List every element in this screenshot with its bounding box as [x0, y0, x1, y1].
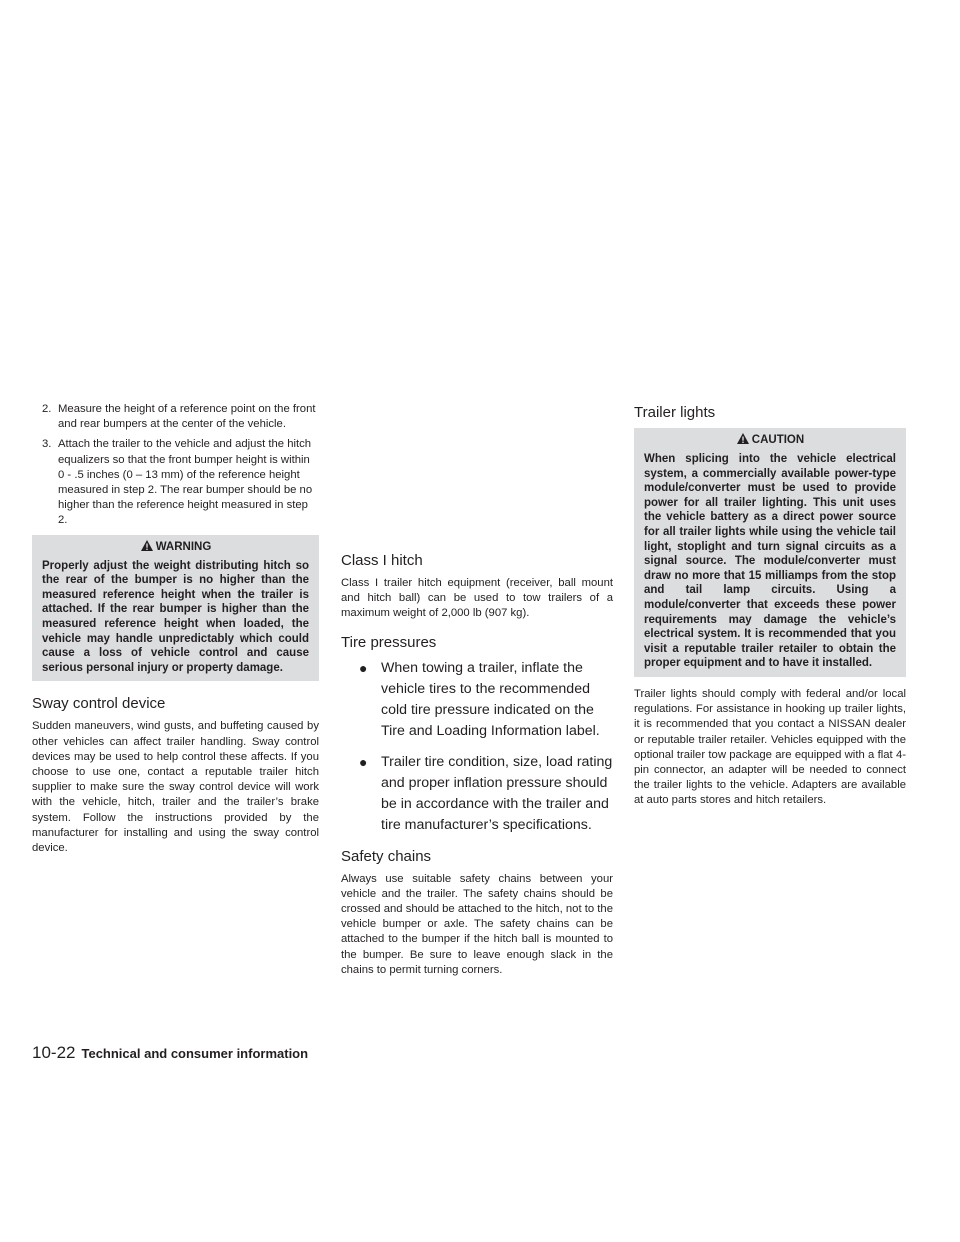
- caution-icon: [736, 432, 750, 445]
- warning-title: WARNING: [155, 540, 212, 553]
- warning-icon: [140, 539, 154, 552]
- tires-heading: Tire pressures: [341, 633, 437, 651]
- caution-title: CAUTION: [751, 434, 805, 446]
- step-number: 2.: [42, 403, 52, 415]
- step-text: Measure the height of a reference point on the front and rear bumpers at the center of the vehicle.: [58, 403, 316, 431]
- bullet-icon: ●: [359, 659, 368, 676]
- bullet-icon: ●: [359, 753, 368, 770]
- column-1: [32, 402, 319, 856]
- caution-header: [644, 432, 896, 448]
- warning-text: Properly adjust the weight distributing hitch so the rear of the bumper is no higher than the measured reference height when the trailer is attached. If the rear bumper is higher than the measured reference height when loaded, the vehicle may handle unpredictably which could cause a loss of vehicle control and cause serious personal injury or property damage.: [42, 559, 309, 674]
- sway-heading: Sway control device: [32, 695, 166, 713]
- step-item: [32, 402, 319, 432]
- lights-text: Trailer lights should comply with federal and/or local regulations. For assistance in hooking up trailer lights, it is recommended that you contact a NISSAN dealer or reputable trailer retailer. Vehicles equipped with the optional trailer tow package are equipped with a flat 4-pin connector, an adapter will be needed to connect the trailer lights to the vehicle. Adapters are available at auto parts stores and hitch retailers.: [634, 687, 906, 807]
- step-number: 3.: [42, 438, 52, 451]
- class1-heading: Class I hitch: [341, 552, 423, 569]
- page-number: 10-22: [32, 1043, 76, 1062]
- chains-text: Always use suitable safety chains between your vehicle and the trailer. The safety chains should be crossed and should be attached to the hitch, not to the vehicle bumper or axle. The safety chains can be attached to the bumper if the hitch ball is mounted to the bumper. Be sure to leave enough slack in the chains to permit turning corners.: [341, 872, 613, 976]
- tires-item: [341, 658, 613, 742]
- column-2: [341, 540, 613, 978]
- section-title: Technical and consumer information: [81, 1046, 309, 1061]
- sway-text: Sudden maneuvers, wind gusts, and buffeting caused by other vehicles can affect trailer handling. Sway control devices may be used to help control these affects. If you choose to use one, contact a reputable trailer hitch supplier to make sure the sway control device will work with the vehicle, hitch, trailer and the trailer’s brake system. Follow the instructions provided by the manufacturer for installing and using the sway control device.: [32, 720, 319, 854]
- caution-text: When splicing into the vehicle electrical system, a commercially available power-type module/converter must be used to provide power for all trailer lighting. This unit uses the vehicle battery as a direct power source for all trailer lights while using the vehicle tail light, stoplight and turn signal circuits as a signal source. The module/converter must draw no more that 15 milliamps from the stop and tail lamp circuits. Using a module/converter that exceeds these power requirements may damage the vehicle’s electrical system. It is recommended that you visit a reputable trailer retailer to obtain the proper equipment and to have it installed.: [644, 453, 896, 670]
- chains-heading: Safety chains: [341, 847, 432, 865]
- tires-item: [341, 752, 613, 836]
- steps-list: [32, 402, 319, 529]
- page-footer: [32, 1043, 308, 1063]
- caution-box: [634, 428, 906, 677]
- tires-list: [341, 658, 613, 836]
- step-item: [32, 437, 319, 528]
- lights-heading: Trailer lights: [634, 404, 716, 421]
- warning-box: [32, 535, 319, 682]
- warning-header: [42, 539, 309, 555]
- step-text: Attach the trailer to the vehicle and adjust the hitch equalizers so that the front bumper height is within 0 - .5 inches (0 – 13 mm) of the reference height measured in step 2. The rear bumper should be no higher than the reference height measured in step 2.: [58, 438, 313, 527]
- column-3: [634, 396, 906, 809]
- tires-item-text: When towing a trailer, inflate the vehicle tires to the recommended cold tire pressure indicated on the Tire and Loading Information label.: [381, 659, 600, 739]
- class1-text: Class I trailer hitch equipment (receiver, ball mount and hitch ball) can be used to tow trailers of a maximum weight of 2,000 lb (907 kg).: [341, 577, 613, 620]
- tires-item-text: Trailer tire condition, size, load rating and proper inflation pressure should be in accordance with the trailer and tire manufacturer’s specifications.: [381, 753, 613, 833]
